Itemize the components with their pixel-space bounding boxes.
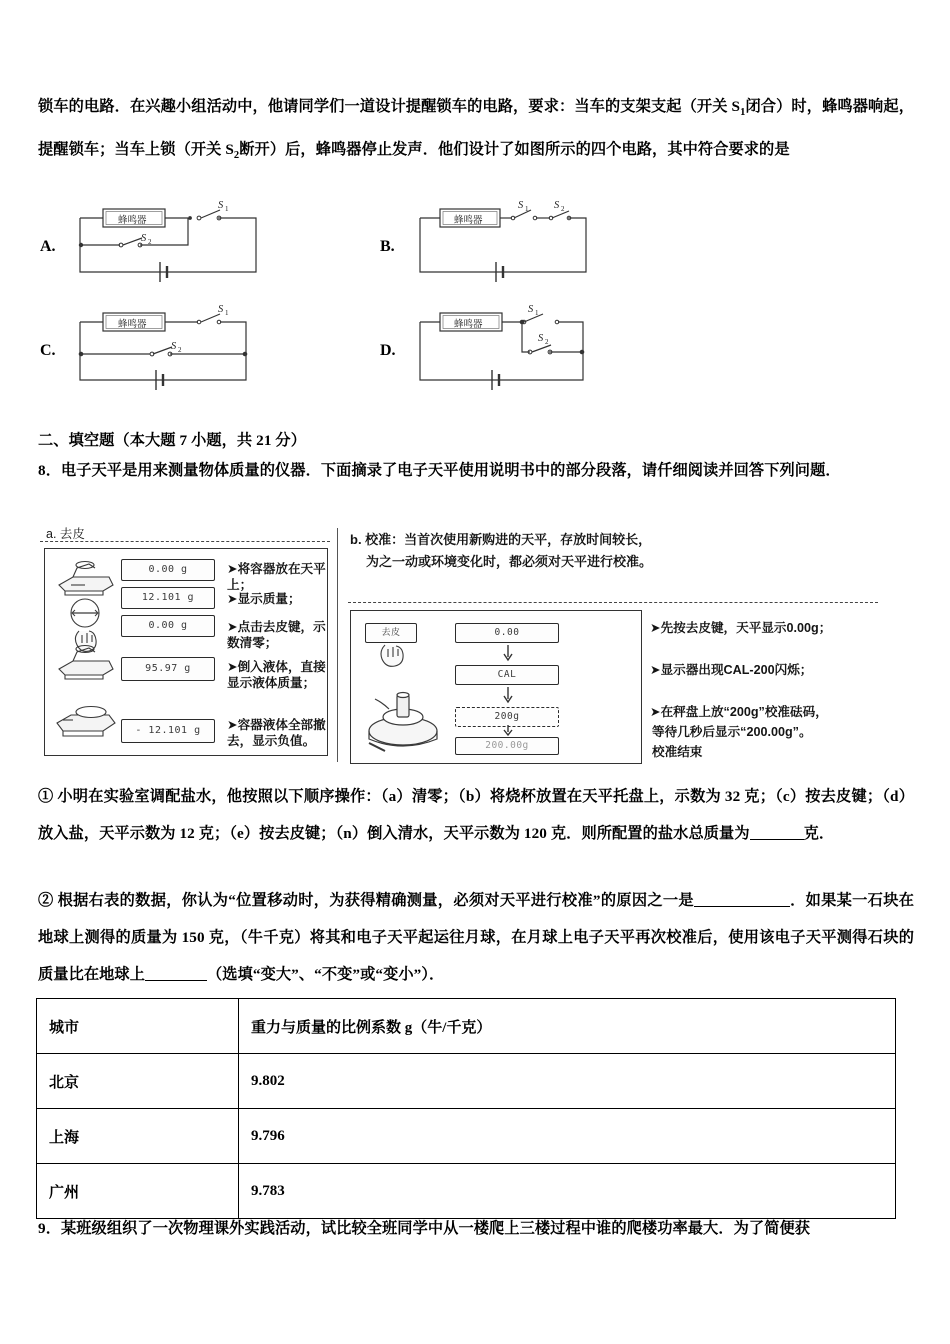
option-d-circuit-diagram (408, 304, 608, 394)
question-9-stem: 9．某班级组织了一次物理课外实践活动，试比较全班同学中从一楼爬上三楼过程中谁的爬楼功率最大．为了简便获 (38, 1220, 811, 1237)
table-header-row (37, 999, 896, 1054)
bullet-arrow-icon: ➤ (650, 620, 661, 635)
q7-subscript-2: 2 (233, 150, 240, 162)
question-7-stem (38, 88, 914, 174)
svg-text:1: 1 (225, 309, 229, 317)
calibration-display-1: 0.00 (455, 623, 559, 643)
svg-text:S: S (218, 200, 224, 211)
answer-blank-1[interactable] (750, 839, 804, 840)
calibration-hand-sketch (375, 643, 415, 677)
q8-sub2-text-c: （选填“变大”、“不变”或“变小”）． (207, 966, 445, 983)
table-cell-city: 北京 (37, 1054, 239, 1109)
option-a-label: A. (40, 238, 56, 255)
q8-sub2-text-b: ．如果某一石块在地球上测得的质量为 150 克，（牛千克）将其和电子天平起运往月球，在月球上电子天平再次校准后，使用该电子天平测得石块的质量比在地球上 (38, 892, 914, 983)
svg-text:1: 1 (525, 205, 529, 213)
calibration-panel-box (350, 610, 642, 764)
svg-text:S: S (538, 333, 544, 344)
option-b[interactable] (378, 200, 708, 296)
option-d-label: D. (380, 342, 396, 359)
tare-bullet-1: ➤将容器放在天平上； (227, 561, 326, 592)
table-header-city: 城市 (37, 999, 239, 1054)
tare-display-4: 95.97 g (121, 657, 215, 681)
answer-blank-3[interactable] (145, 980, 207, 981)
calibration-dashed-rule (348, 602, 878, 603)
bullet-arrow-icon: ➤ (227, 659, 238, 674)
calibration-bullet-1: ➤先按去皮键，天平显示0.00g； (650, 620, 832, 635)
bullet-arrow-icon: ➤ (227, 561, 238, 576)
calibration-bullet-5: 校准结束 (652, 745, 703, 759)
svg-text:S: S (528, 304, 534, 315)
bullet-arrow-icon: ➤ (227, 717, 238, 732)
gravity-coefficient-table (36, 998, 896, 1219)
option-c-label: C. (40, 342, 56, 359)
q7-stem-part3: 断开）后，蜂鸣器停止发声．他们设计了如图所示的四个电路，其中符合要求的是 (239, 141, 790, 159)
svg-text:S: S (554, 200, 560, 211)
table-header-coefficient: 重力与质量的比例系数 g（牛/千克） (239, 999, 896, 1054)
figure-panel-divider (337, 528, 338, 762)
option-c-buzzer-label: 蜂鸣器 (118, 319, 147, 330)
tare-bullet-4: ➤倒入液体，直接显示液体质量； (227, 659, 326, 690)
tare-bullet-5: ➤容器液体全部撤去，显示负值。 (227, 717, 326, 748)
q7-subscript-1: 1 (740, 107, 746, 119)
table-cell-value: 9.783 (239, 1164, 896, 1219)
q7-stem-part1: 锁车的电路．在兴趣小组活动中，他请同学们一道设计提醒锁车的电路，要求：当车的支架支起（开关 S (38, 98, 741, 115)
q8-sub1-tail: 克． (803, 825, 835, 842)
tare-dashed-rule (40, 541, 330, 542)
flow-arrow-down-icon-1 (501, 643, 515, 665)
calibration-display-3: 200g (455, 707, 559, 727)
q8-sub2-text-a: ② 根据右表的数据，你认为“位置移动时，为获得精确测量，必须对天平进行校准”的原因之一是 (38, 892, 694, 909)
q8-sub1-text: ① 小明在实验室调配盐水，他按照以下顺序操作：（a）清零；（b）将烧杯放置在天平托盘上，示数为 32 克；（c）按去皮键；（d）放入盐，天平示数为 12 克；（e）按去皮键；（n）倒入清水，天平示数为 120 克．则所配置的盐水总质量为 (38, 788, 914, 842)
option-b-circuit-diagram (408, 200, 608, 290)
svg-text:S: S (141, 233, 147, 244)
tare-display-2: 12.101 g (121, 587, 215, 609)
table-cell-value: 9.802 (239, 1054, 896, 1109)
tare-panel-box (44, 548, 328, 756)
table-row (37, 1054, 896, 1109)
svg-text:1: 1 (225, 205, 229, 213)
bullet-arrow-icon: ➤ (650, 704, 661, 719)
option-a-buzzer-label: 蜂鸣器 (118, 215, 147, 226)
svg-text:S: S (518, 200, 524, 211)
answer-blank-2[interactable] (694, 906, 790, 907)
option-c-circuit-diagram (68, 304, 268, 394)
table-cell-city: 上海 (37, 1109, 239, 1164)
flow-arrow-down-icon-3 (501, 725, 515, 739)
bullet-arrow-icon: ➤ (650, 662, 661, 677)
svg-text:2: 2 (545, 338, 549, 346)
option-b-buzzer-label: 蜂鸣器 (454, 215, 483, 226)
option-c[interactable] (38, 304, 368, 400)
tare-bullet-2: ➤显示质量； (227, 591, 301, 606)
table-cell-city: 广州 (37, 1164, 239, 1219)
calibration-bullet-4: 等待几秒后显示“200.00g”。 (652, 725, 812, 739)
section-heading: 二、填空题（本大题 7 小题，共 21 分） (38, 432, 306, 449)
question-8-sub-2 (38, 882, 914, 993)
flow-arrow-down-icon-2 (501, 685, 515, 707)
svg-text:2: 2 (148, 238, 152, 246)
option-a-circuit-diagram (68, 200, 268, 290)
balance-manual-figure (38, 524, 918, 764)
calibration-caption-line-2: 为之一动或环境变化时，都必须对天平进行校准。 (366, 554, 653, 569)
question-8-stem: 8．电子天平是用来测量物体质量的仪器．下面摘录了电子天平使用说明书中的部分段落，请仟细阅读并回答下列问题． (38, 462, 841, 479)
bullet-arrow-icon: ➤ (227, 619, 238, 634)
calibration-tare-key: 去皮 (365, 623, 417, 643)
circuit-options-group (38, 200, 914, 400)
q7-stem-part2: 闭合）时，蜂鸣器响起，提醒锁车；当车上锁（开关 S (38, 98, 914, 159)
option-b-label: B. (380, 238, 395, 255)
option-d[interactable] (378, 304, 708, 400)
calibration-display-2: CAL (455, 665, 559, 685)
tare-balance-sketches (51, 555, 123, 749)
tare-display-5: - 12.101 g (121, 719, 215, 743)
svg-text:S: S (171, 341, 177, 352)
question-8-sub-1 (38, 778, 914, 852)
svg-text:2: 2 (178, 346, 182, 354)
calibration-balance-sketch (359, 681, 449, 757)
calibration-bullet-2: ➤显示器出现CAL-200闪烁； (650, 662, 813, 677)
calibration-caption-line-1: b. 校准：当首次使用新购进的天平，存放时间较长， (350, 532, 652, 547)
tare-section-caption: a. 去皮 (46, 527, 85, 541)
calibration-display-4: 200.00g (455, 737, 559, 755)
bullet-arrow-icon: ➤ (227, 591, 238, 606)
tare-display-1: 0.00 g (121, 559, 215, 581)
option-d-buzzer-label: 蜂鸣器 (454, 319, 483, 330)
tare-display-3: 0.00 g (121, 615, 215, 637)
svg-text:2: 2 (561, 205, 565, 213)
calibration-bullet-3: ➤在秤盘上放“200g”校准砝码， (650, 704, 828, 719)
option-a[interactable] (38, 200, 368, 296)
table-row (37, 1109, 896, 1164)
table-cell-value: 9.796 (239, 1109, 896, 1164)
tare-bullet-3: ➤点击去皮键，示数清零； (227, 619, 326, 650)
svg-text:S: S (218, 304, 224, 315)
svg-text:1: 1 (535, 309, 539, 317)
